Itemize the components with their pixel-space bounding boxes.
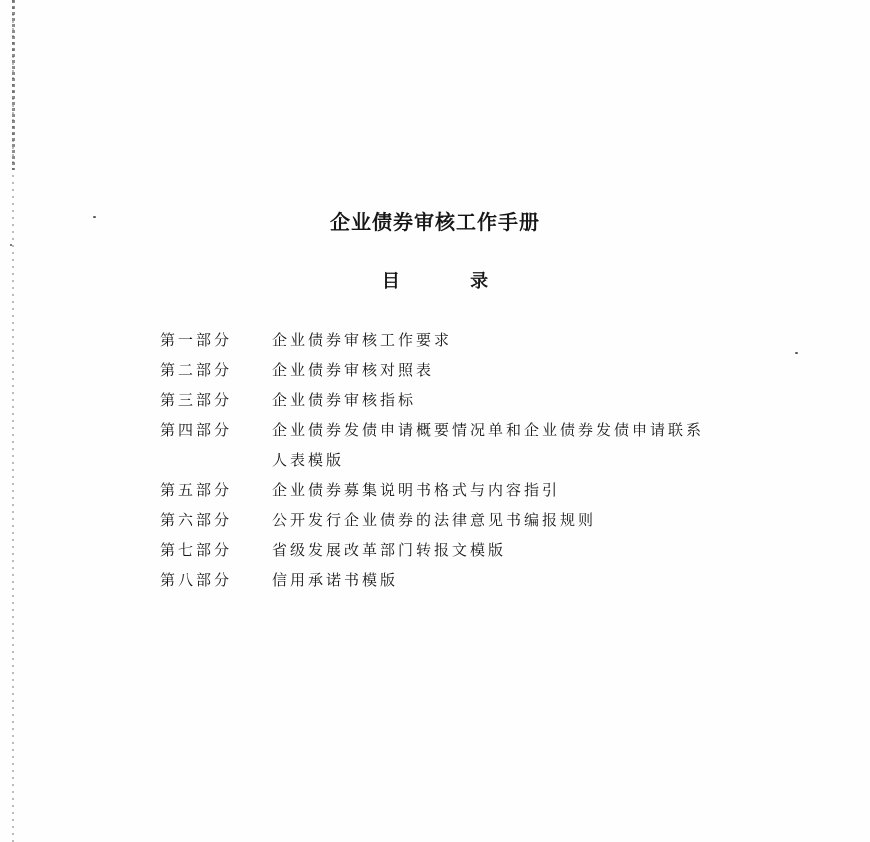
table-of-contents [160, 325, 740, 595]
toc-part-title: 公开发行企业债券的法律意见书编报规则 [272, 511, 597, 529]
toc-part-title: 企业债券审核工作要求 [272, 331, 453, 349]
toc-entry[interactable] [160, 325, 740, 355]
toc-part-number: 第六部分 [160, 511, 233, 529]
scan-speck [795, 352, 798, 354]
toc-part-number: 第二部分 [160, 361, 233, 379]
toc-part-number: 第五部分 [160, 481, 233, 499]
toc-entry[interactable] [160, 535, 740, 565]
toc-entry[interactable] [160, 385, 740, 415]
toc-part-number: 第四部分 [160, 421, 233, 439]
toc-entry[interactable] [160, 505, 740, 535]
toc-entry[interactable] [160, 565, 740, 595]
toc-part-number: 第七部分 [160, 541, 233, 559]
document-title: 企业债券审核工作手册 [330, 210, 540, 234]
toc-part-number: 第三部分 [160, 391, 233, 409]
toc-part-title: 企业债券审核对照表 [272, 361, 435, 379]
toc-part-title: 企业债券发债申请概要情况单和企业债券发债申请联系人表模版 [272, 421, 705, 469]
toc-part-number: 第一部分 [160, 331, 233, 349]
toc-part-title: 信用承诺书模版 [272, 571, 399, 589]
scan-speck [10, 244, 12, 246]
toc-part-title: 企业债券审核指标 [272, 391, 417, 409]
toc-part-title: 企业债券募集说明书格式与内容指引 [272, 481, 561, 499]
toc-entry[interactable] [160, 355, 740, 385]
toc-heading: 目 录 [381, 271, 521, 292]
toc-entry[interactable] [160, 415, 740, 475]
toc-entry[interactable] [160, 475, 740, 505]
scan-binding-artifact [12, 0, 15, 170]
toc-part-number: 第八部分 [160, 571, 233, 589]
toc-part-title: 省级发展改革部门转报文模版 [272, 541, 507, 559]
